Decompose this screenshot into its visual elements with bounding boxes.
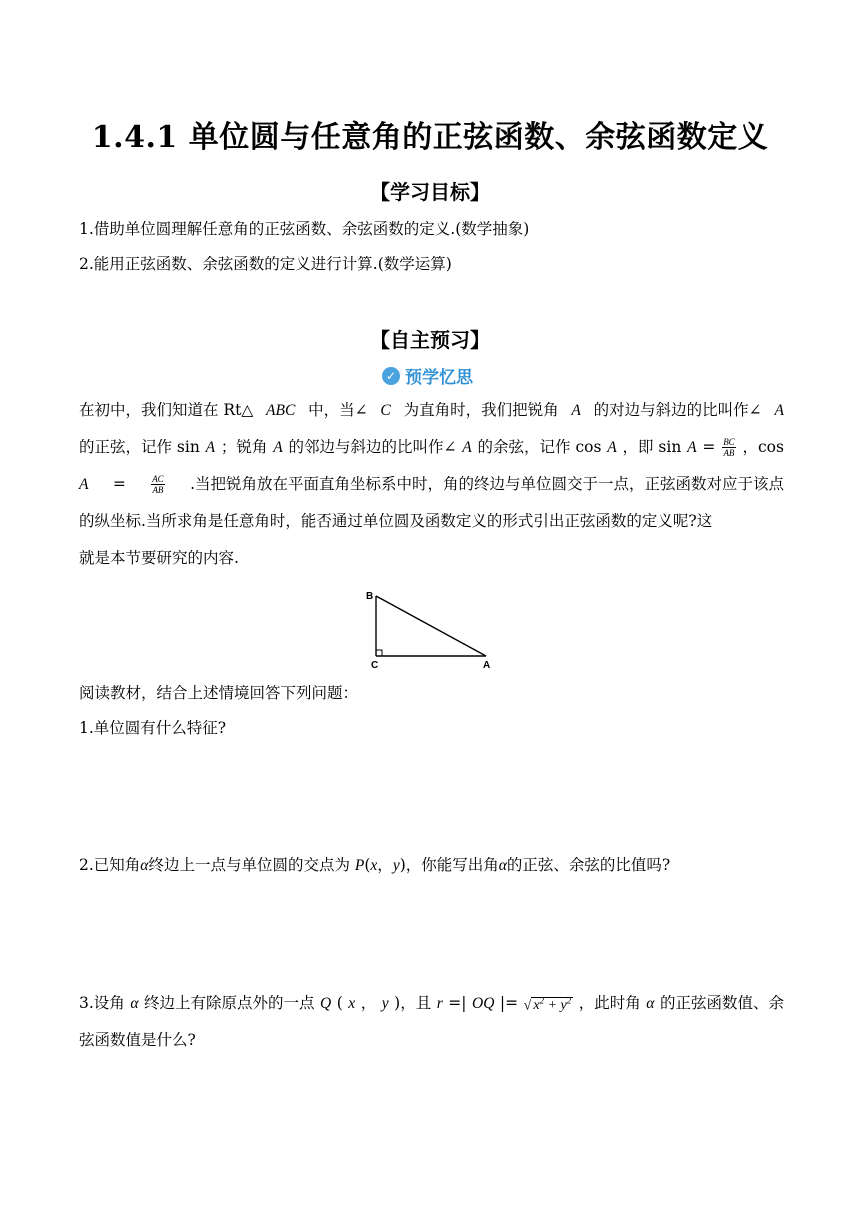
question-2: 2.已知角α终边上一点与单位圆的交点为 P(x，y)，你能写出角α的正弦、余弦的比值吗? [79, 856, 671, 874]
vertex-label-a: A [483, 660, 491, 671]
question-3-line-1: 3.设角 α 终边上有除原点外的一点 Q ( x ， y )，且 r =| OQ |= √ $x^2 + y^2$ ，此时角 α 的正弦函数值、余 [79, 985, 784, 1022]
page-title: 1.4.1 单位圆与任意角的正弦函数、余弦函数定义 [91, 120, 769, 155]
sqrt-expression: √ $x^2 + y^2$ [523, 995, 572, 1014]
intro-line-2: 的正弦，记作 sin A ；锐角 A 的邻边与斜边的比叫作∠ A 的余弦，记作 cos A ，即 sin A = $\frac{BC}{AB}$ ，cos [79, 437, 784, 458]
right-triangle-figure [362, 588, 502, 672]
objectives-heading: 【学习目标】 [370, 180, 490, 204]
objective-item-1: 1.借助单位圆理解任意角的正弦函数、余弦函数的定义.(数学抽象) [79, 220, 530, 238]
intro-line-1: 在初中，我们知道在 Rt△ ABC 中，当∠ C 为直角时，我们把锐角 A 的对边与斜边的比叫作∠ A [79, 401, 784, 419]
intro-line-3: A = $\frac{AC}{AB}$ .当把锐角放在平面直角坐标系中时，角的终边与单位圆交于一点，正弦函数对应于该点 [79, 474, 784, 495]
question-1: 1.单位圆有什么特征? [79, 719, 227, 737]
question-3-line-2: 弦函数值是什么? [79, 1031, 196, 1049]
fraction-ac-ab: $\frac{AC}{AB}$ [152, 474, 164, 495]
objective-item-2: 2.能用正弦函数、余弦函数的定义进行计算.(数学运算) [79, 255, 452, 273]
intro-line-4: 的纵坐标.当所求角是任意角时，能否通过单位圆及函数定义的形式引出正弦函数的定义呢?这 [79, 512, 713, 530]
vertex-label-c: C [371, 660, 379, 671]
preview-heading: 【自主预习】 [370, 328, 490, 352]
badge-label: 预学忆思 [405, 368, 473, 388]
right-angle-mark [376, 650, 382, 656]
question-3 [79, 985, 784, 1059]
intro-line-5: 就是本节要研究的内容. [79, 549, 239, 567]
fraction-bc-ab: $\frac{BC}{AB}$ [723, 437, 735, 458]
check-icon: ✓ [382, 367, 400, 385]
intro-paragraph [79, 392, 784, 577]
preview-badge [382, 363, 473, 388]
read-prompt: 阅读教材，结合上述情境回答下列问题： [79, 684, 359, 702]
side-ab [376, 596, 486, 656]
vertex-label-b: B [366, 591, 374, 602]
